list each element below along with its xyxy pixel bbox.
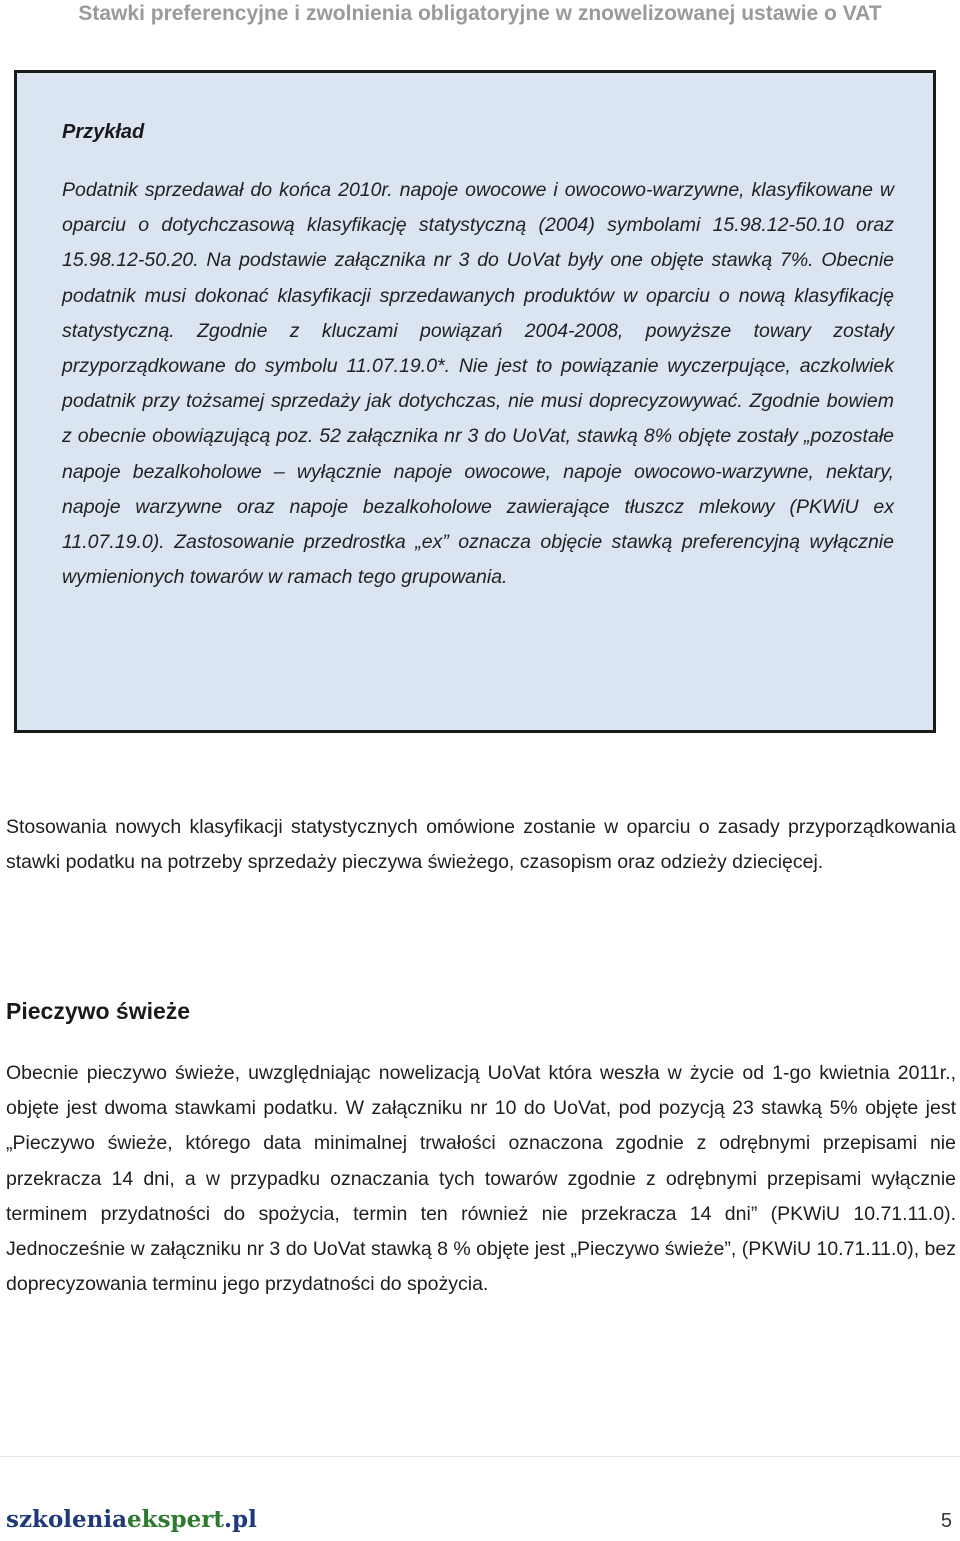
logo-text-ekspert: ekspert	[127, 1506, 225, 1533]
footer-logo[interactable]	[6, 1505, 257, 1535]
section-heading-pieczywo: Pieczywo świeże	[6, 998, 191, 1024]
logo-text-szkolenia: szkolenia	[6, 1506, 128, 1533]
page-header-title: Stawki preferencyjne i zwolnienia obligatoryjne w znowelizowanej ustawie o VAT	[78, 2, 882, 25]
footer-divider	[0, 1456, 960, 1457]
example-title: Przykład	[62, 121, 145, 143]
page-number: 5	[940, 1510, 952, 1532]
logo-text-domain: .pl	[224, 1506, 257, 1533]
example-body-text: Podatnik sprzedawał do końca 2010r. napoje owocowe i owocowo-warzywne, klasyfikowane w oparciu o dotychczasową klasyfikację statystyczną (2004) symbolami 15.98.12-50.10 oraz 15.98.12-50.20. Na podstawie załącznika nr 3 do UoVat były one objęte stawką 7%. Obecnie podatnik musi dokonać klasyfikacji sprzedawanych produktów w oparciu o nową klasyfikację statystyczną. Zgodnie z kluczami powiązań 2004-2008, powyższe towary zostały przyporządkowane do symbolu 11.07.19.0*. Nie jest to powiązanie wyczerpujące, aczkolwiek podatnik przy tożsamej sprzedaży jak dotychczas, nie musi doprecyzowywać. Zgodnie bowiem z obecnie obowiązującą poz. 52 załącznika nr 3 do UoVat, stawką 8% objęte zostały „pozostałe napoje bezalkoholowe – wyłącznie napoje owocowe, napoje owocowo-warzywne, nektary, napoje warzywne oraz napoje bezalkoholowe zawierające tłuszcz mlekowy (PKWiU ex 11.07.19.0). Zastosowanie przedrostka „ex” oznacza objęcie stawką preferencyjną wyłącznie wymienionych towarów w ramach tego grupowania.	[62, 179, 894, 589]
intro-paragraph: Stosowania nowych klasyfikacji statystycznych omówione zostanie w oparciu o zasady przyporządkowania stawki podatku na potrzeby sprzedaży pieczywa świeżego, czasopism oraz odzieży dziecięcej.	[6, 816, 956, 874]
pieczywo-paragraph: Obecnie pieczywo świeże, uwzględniając nowelizacją UoVat która weszła w życie od 1-go kwietnia 2011r., objęte jest dwoma stawkami podatku. W załączniku nr 10 do UoVat, pod pozycją 23 stawką 5% objęte jest „Pieczywo świeże, którego data minimalnej trwałości oznaczona zgodnie z odrębnymi przepisami nie przekracza 14 dni, a w przypadku oznaczania tych towarów zgodnie z odrębnymi przepisami wyłącznie terminem przydatności do spożycia, termin ten również nie przekracza 14 dni” (PKWiU 10.71.11.0). Jednocześnie w załączniku nr 3 do UoVat stawką 8 % objęte jest „Pieczywo świeże”, (PKWiU 10.71.11.0), bez doprecyzowania terminu jego przydatności do spożycia.	[6, 1062, 956, 1296]
